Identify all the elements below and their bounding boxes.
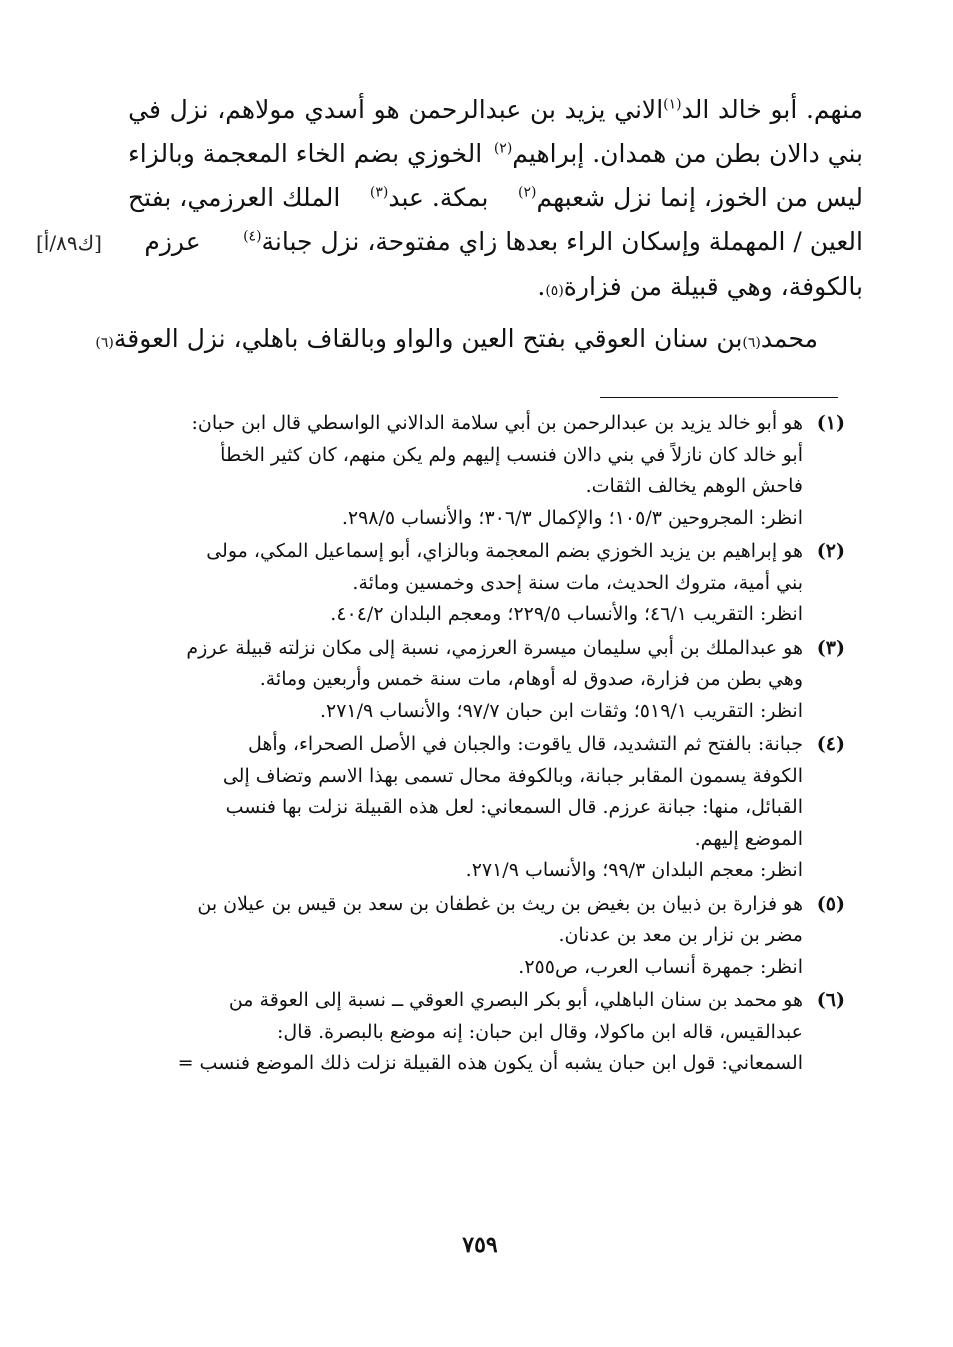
footnote-line: السمعاني: قول ابن حبان يشبه أن يكون هذه القبيلة نزلت ذلك الموضع فنسب =: [177, 1052, 803, 1074]
footnote-number: (٦): [816, 989, 845, 1011]
footnote-marker[interactable]: (٤): [243, 228, 262, 245]
word-part: الد: [681, 95, 710, 124]
main-line-2: [128, 132, 863, 176]
footnote-line: فاحش الوهم يخالف الثقات.: [585, 475, 803, 497]
text: عرزم: [144, 227, 201, 256]
footnote-number: (١): [816, 412, 845, 434]
word: منهم.: [805, 95, 863, 124]
word-part: الاني: [614, 95, 664, 124]
word: في: [128, 95, 161, 124]
footnote-reference: انظر: المجروحين ١٠٥/٣؛ والإكمال ٣٠٦/٣؛ والأنساب ٢٩٨/٥.: [341, 506, 803, 529]
text-run: [370, 176, 489, 220]
footnote-line: القبائل، منها: جبانة عرزم. قال السمعاني: لعل هذه القبيلة نزلت بها فنسب: [225, 796, 803, 818]
footnote-line: جبانة: بالفتح ثم التشديد، قال ياقوت: والجبان في الأصل الصحراء، وأهل: [247, 733, 803, 755]
footnote-number: (٤): [816, 733, 845, 755]
footnote-line: الموضع إليهم.: [694, 827, 803, 850]
manuscript-folio-marker: [ك٨٩/أ]: [36, 231, 102, 255]
footnote-body: [140, 633, 803, 728]
footnote-line: هو فزارة بن ذبيان بن بغيض بن ريث بن غطفان بن سعد بن قيس بن عيلان بن: [197, 892, 803, 915]
footnote-marker[interactable]: (٢): [493, 140, 513, 157]
footnote-marker[interactable]: (٢): [517, 184, 537, 201]
word: مولاهم،: [217, 95, 296, 124]
footnote-4: [140, 729, 845, 887]
footnote-1: [140, 408, 845, 534]
footnote-reference: انظر: التقريب ٤٦/١؛ والأنساب ٢٢٩/٥؛ ومعجم البلدان ٤٠٤/٢.: [330, 603, 803, 625]
footnote-2: [140, 536, 845, 631]
footnote-body: [140, 985, 803, 1080]
text: ليس من الخوز، إنما نزل شعبهم: [536, 183, 863, 212]
main-line-1: [128, 88, 863, 132]
footnote-reference: انظر: التقريب ٥١٩/١؛ وثقات ابن حبان ٩٧/٧؛ والأنساب ٢٧١/٩.: [319, 699, 803, 722]
footnote-line: الكوفة يسمون المقابر جبانة، وبالكوفة محال تسمى بهذا الاسم وتضاف إلى: [222, 764, 803, 787]
footnotes-section: [140, 408, 845, 1082]
footnote-body: [140, 408, 803, 534]
page-number: ٧٥٩: [462, 1232, 498, 1258]
main-line-3: [128, 176, 863, 220]
footnote-line: هو أبو خالد يزيد بن عبدالرحمن بن أبي سلامة الدالاني الواسطي قال ابن حبان:: [191, 412, 803, 434]
text: الخوزي بضم الخاء المعجمة وبالزاء: [128, 139, 483, 168]
text: .: [537, 272, 546, 301]
text: العين / المهملة وإسكان الراء بعدها زاي مفتوحة، نزل جبانة: [261, 227, 863, 256]
footnote-3: [140, 633, 845, 728]
main-line-4: [36, 220, 863, 265]
footnote-separator: [600, 397, 838, 398]
word: عبدالرحمن: [408, 95, 522, 124]
main-line-6: محمد (٦) بن سنان العوقي بفتح العين والواو وبالقاف باهلي، نزل العوقة (٦): [128, 317, 863, 361]
word: هو: [373, 95, 400, 124]
footnote-reference: انظر: معجم البلدان ٩٩/٣؛ والأنساب ٢٧١/٩.: [465, 859, 803, 881]
text: محمد: [760, 324, 818, 353]
footnote-line: مضر بن نزار بن معد بن عدنان.: [558, 924, 803, 946]
footnote-line: وهي بطن من فزارة، صدوق له أوهام، مات سنة خمس وأربعين ومائة.: [259, 668, 803, 690]
text: بالكوفة، وهي قبيلة من فزارة: [563, 272, 863, 301]
footnote-body: [140, 536, 803, 631]
footnote-line: أبو خالد كان نازلاً في بني دالان فنسب إليهم ولم يكن منهم، كان كثير الخطأ: [220, 443, 803, 466]
footnote-number: (٥): [816, 892, 845, 915]
text: بني دالان بطن من همدان. إبراهيم: [512, 139, 863, 168]
text: بن سنان العوقي بفتح العين والواو وبالقاف باهلي، نزل العوقة: [113, 324, 743, 353]
main-text-block: [36, 88, 863, 361]
word: [614, 88, 709, 132]
footnote-5: [140, 889, 845, 984]
footnote-6: [140, 985, 845, 1080]
footnote-body: [140, 889, 803, 984]
footnote-number: (٢): [816, 540, 845, 562]
footnote-line: هو عبدالملك بن أبي سليمان ميسرة العرزمي، نسبة إلى مكان نزلته قبيلة عرزم: [186, 636, 803, 659]
text: بمكة. عبد: [388, 183, 489, 212]
text: الملك العرزمي، بفتح: [128, 183, 341, 212]
footnote-line: هو محمد بن سنان الباهلي، أبو بكر البصري العوقي ــ نسبة إلى العوقة من: [228, 989, 803, 1011]
word: يزيد: [564, 95, 606, 124]
footnote-line: بني أمية، متروك الحديث، مات سنة إحدى وخمسين ومائة.: [352, 571, 803, 594]
main-line-5: بالكوفة، وهي قبيلة من فزارة (٥) .: [128, 265, 863, 309]
text-run: [518, 176, 863, 220]
footnote-reference: انظر: جمهرة أنساب العرب، ص٢٥٥.: [518, 955, 803, 978]
word: نزل: [169, 95, 209, 124]
footnote-line: هو إبراهيم بن يزيد الخوزي بضم المعجمة وبالزاي، أبو إسماعيل المكي، مولى: [206, 540, 803, 562]
footnote-number: (٣): [816, 636, 845, 659]
word: أبو: [770, 95, 798, 124]
word: خالد: [717, 95, 762, 124]
word: أسدي: [304, 95, 365, 124]
footnote-body: [140, 729, 803, 887]
footnote-line: عبدالقيس، قاله ابن ماكولا، وقال ابن حبان: إنه موضع بالبصرة. قال:: [276, 1020, 803, 1043]
word: بن: [529, 95, 556, 124]
text-run: [243, 220, 863, 264]
footnote-marker[interactable]: (٣): [369, 184, 389, 201]
text-run: [494, 132, 863, 176]
footnote-marker[interactable]: (١): [663, 96, 682, 113]
